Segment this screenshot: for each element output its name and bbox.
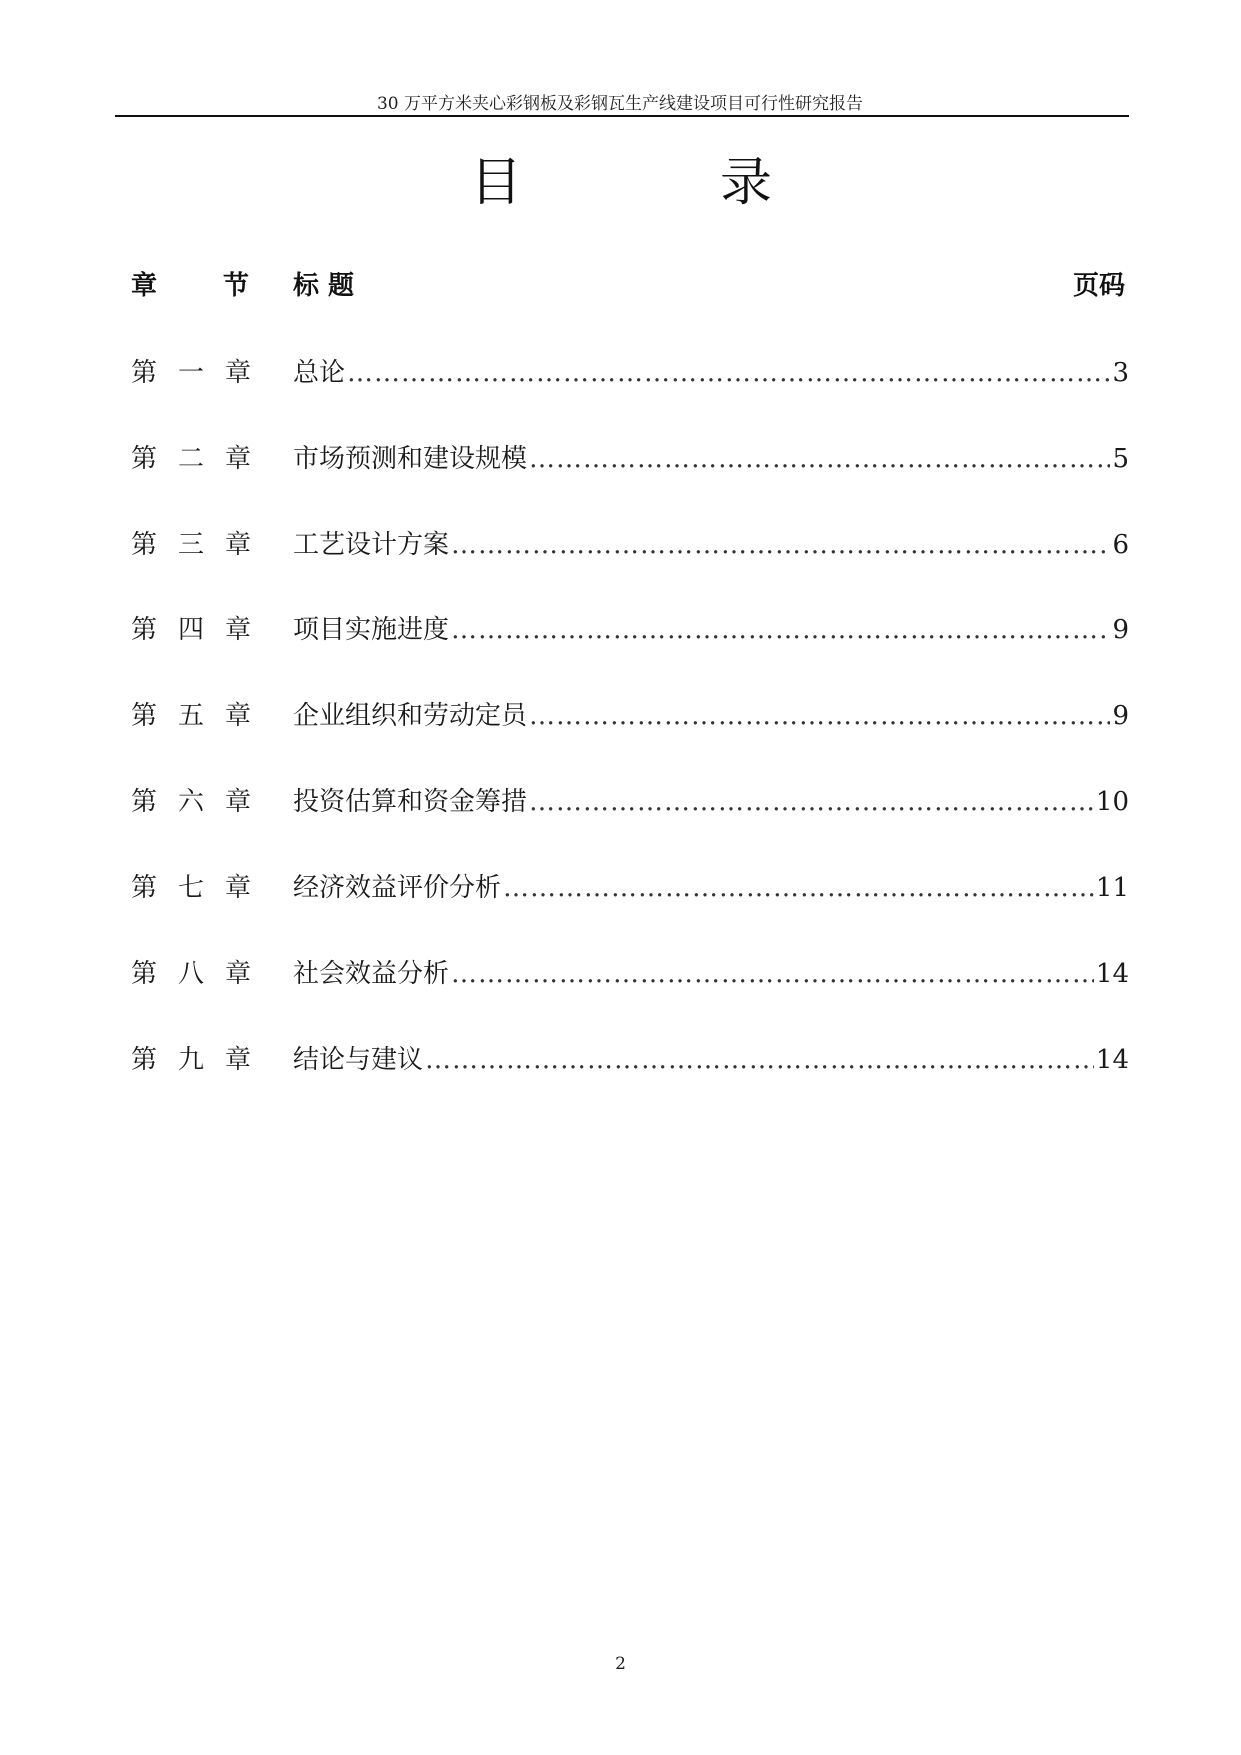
chapter-numeral: 八 bbox=[177, 959, 204, 989]
dot-leader bbox=[451, 952, 1094, 996]
dot-leader bbox=[451, 608, 1110, 652]
running-header: 30 万平方米夹心彩钢板及彩钢瓦生产线建设项目可行性研究报告 bbox=[376, 94, 864, 114]
chapter-suffix: 章 bbox=[224, 1045, 251, 1075]
toc-entry-page: 14 bbox=[1095, 959, 1129, 989]
chapter-number bbox=[131, 1038, 251, 1082]
toc-entry-title: 经济效益评价分析 bbox=[293, 873, 502, 903]
chapter-numeral: 三 bbox=[177, 530, 204, 560]
chapter-number bbox=[131, 523, 251, 567]
toc-entry[interactable] bbox=[131, 437, 1129, 481]
chapter-prefix: 第 bbox=[131, 615, 158, 645]
chapter-prefix: 第 bbox=[131, 1045, 158, 1075]
chapter-suffix: 章 bbox=[224, 959, 251, 989]
chapter-suffix: 章 bbox=[224, 444, 251, 474]
toc-entry-page: 5 bbox=[1112, 444, 1129, 474]
toc-title-right: 录 bbox=[720, 153, 773, 213]
toc-entry-page: 14 bbox=[1095, 1045, 1129, 1075]
chapter-number bbox=[131, 608, 251, 652]
chapter-suffix: 章 bbox=[224, 358, 251, 388]
toc-entry[interactable] bbox=[131, 780, 1129, 824]
dot-leader bbox=[529, 694, 1110, 738]
chapter-prefix: 第 bbox=[131, 701, 158, 731]
toc-entry[interactable] bbox=[131, 523, 1129, 567]
toc-entry[interactable] bbox=[131, 694, 1129, 738]
toc-entry-page: 10 bbox=[1095, 787, 1129, 817]
chapter-number bbox=[131, 351, 251, 395]
toc-entry[interactable] bbox=[131, 1038, 1129, 1082]
toc-entry-title: 市场预测和建设规模 bbox=[293, 444, 528, 474]
toc-entry[interactable] bbox=[131, 866, 1129, 910]
chapter-numeral: 二 bbox=[177, 444, 204, 474]
toc-entry[interactable] bbox=[131, 351, 1129, 395]
toc-entry-title: 工艺设计方案 bbox=[293, 530, 450, 560]
column-head-page: 页码 bbox=[1072, 271, 1125, 301]
toc-entry-title: 总论 bbox=[293, 358, 346, 388]
chapter-numeral: 五 bbox=[177, 701, 204, 731]
toc-entry[interactable] bbox=[131, 952, 1129, 996]
chapter-number bbox=[131, 866, 251, 910]
chapter-prefix: 第 bbox=[131, 530, 158, 560]
toc-entry-page: 6 bbox=[1112, 530, 1129, 560]
chapter-prefix: 第 bbox=[131, 787, 158, 817]
dot-leader bbox=[529, 437, 1110, 481]
chapter-prefix: 第 bbox=[131, 959, 158, 989]
dot-leader bbox=[451, 523, 1110, 567]
toc-entry-title: 投资估算和资金筹措 bbox=[293, 787, 528, 817]
toc-entry[interactable] bbox=[131, 608, 1129, 652]
chapter-numeral: 一 bbox=[177, 358, 204, 388]
chapter-numeral: 六 bbox=[177, 787, 204, 817]
toc-entry-page: 9 bbox=[1112, 701, 1129, 731]
toc-title-left: 目 bbox=[470, 153, 523, 213]
column-head-chapter-right: 节 bbox=[223, 271, 250, 301]
dot-leader bbox=[425, 1038, 1094, 1082]
chapter-suffix: 章 bbox=[224, 615, 251, 645]
page-number: 2 bbox=[615, 1654, 626, 1674]
chapter-number bbox=[131, 437, 251, 481]
toc-entry-title: 企业组织和劳动定员 bbox=[293, 701, 528, 731]
dot-leader bbox=[347, 351, 1110, 395]
toc-entry-page: 3 bbox=[1112, 358, 1129, 388]
dot-leader bbox=[529, 780, 1094, 824]
chapter-suffix: 章 bbox=[224, 701, 251, 731]
chapter-number bbox=[131, 780, 251, 824]
chapter-suffix: 章 bbox=[224, 787, 251, 817]
toc-entry-title: 社会效益分析 bbox=[293, 959, 450, 989]
toc-entry-page: 11 bbox=[1095, 873, 1129, 903]
chapter-prefix: 第 bbox=[131, 873, 158, 903]
chapter-number bbox=[131, 952, 251, 996]
chapter-prefix: 第 bbox=[131, 358, 158, 388]
header-rule bbox=[115, 115, 1129, 117]
chapter-numeral: 四 bbox=[177, 615, 204, 645]
chapter-suffix: 章 bbox=[224, 530, 251, 560]
chapter-numeral: 九 bbox=[177, 1045, 204, 1075]
chapter-numeral: 七 bbox=[177, 873, 204, 903]
toc-entry-page: 9 bbox=[1112, 615, 1129, 645]
chapter-suffix: 章 bbox=[224, 873, 251, 903]
toc-entry-title: 结论与建议 bbox=[293, 1045, 424, 1075]
column-head-title: 标 题 bbox=[293, 271, 355, 301]
chapter-number bbox=[131, 694, 251, 738]
toc-entry-title: 项目实施进度 bbox=[293, 615, 450, 645]
chapter-prefix: 第 bbox=[131, 444, 158, 474]
column-head-chapter-left: 章 bbox=[131, 271, 158, 301]
dot-leader bbox=[503, 866, 1094, 910]
